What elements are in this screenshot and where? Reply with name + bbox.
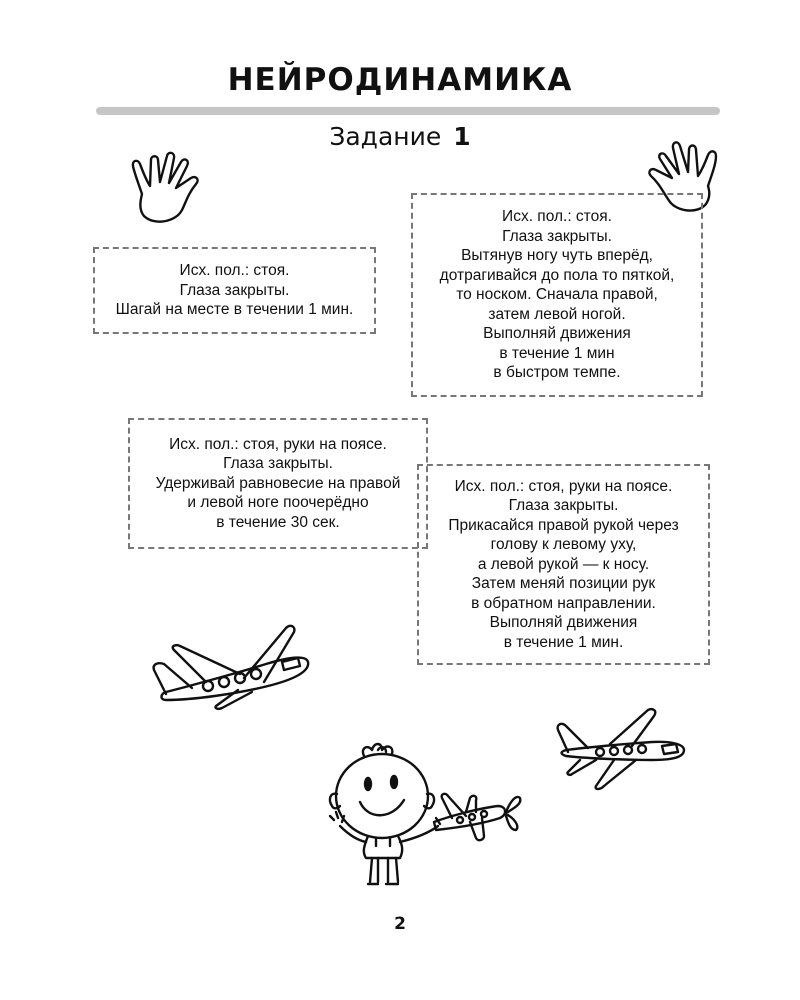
task-text-line: Удерживай равновесие на правой [155, 474, 401, 492]
task-text-line: в обратном направлении. [471, 594, 656, 612]
task-box-1 [93, 247, 376, 334]
task-text-line: в течение 30 сек. [216, 513, 340, 531]
task-text-line: Исх. пол.: стоя, руки на поясе. [454, 477, 673, 495]
task-text-line: в течение 1 мин [499, 344, 615, 362]
page-title: НЕЙРОДИНАМИКА [227, 62, 573, 98]
task-text-line: то носком. Сначала правой, [456, 286, 658, 304]
task-box-3 [128, 418, 428, 549]
task-text-line: Исх. пол.: стоя. [502, 208, 612, 226]
task-text-line: Исх. пол.: стоя, руки на поясе. [169, 435, 387, 453]
task-box-2 [411, 193, 703, 397]
task-text-line: Выполняй движения [489, 614, 638, 632]
task-text-line: дотрагивайся до пола то пяткой, [439, 266, 675, 284]
task-text-line: Вытянув ногу чуть вперёд, [461, 247, 653, 265]
task-text-line: Исх. пол.: стоя. [179, 262, 290, 280]
task-text-line: затем левой ногой. [488, 305, 626, 323]
task-box-4 [417, 464, 710, 665]
task-text-line: Затем меняй позиции рук [471, 575, 656, 593]
task-text-line: в быстром темпе. [493, 364, 621, 382]
task-text-line: Глаза закрыты. [502, 227, 612, 245]
page-number: 2 [394, 914, 406, 934]
task-text-line: Глаза закрыты. [223, 455, 333, 473]
left-hand-icon [128, 150, 220, 230]
title-underline-bar [96, 107, 720, 115]
small-airplane-icon [552, 708, 688, 790]
task-label: Задание [329, 122, 442, 151]
task-text-line: в течение 1 мин. [503, 633, 624, 651]
task-text-line: Глаза закрыты. [179, 281, 290, 299]
task-text-line: а левой рукой — к носу. [477, 555, 650, 573]
task-number: 1 [453, 122, 471, 151]
child-with-toy-plane-icon [320, 742, 526, 898]
task-text-line: и левой ноге поочерёдно [187, 494, 369, 512]
task-text-line: голову к левому уху, [490, 536, 637, 554]
task-text-line: Шагай на месте в течении 1 мин. [115, 301, 354, 319]
task-text-line: Глаза закрыты. [508, 497, 619, 515]
task-text-line: Прикасайся правой рукой через [448, 516, 679, 534]
large-airplane-icon [148, 616, 314, 708]
task-text-line: Выполняй движения [483, 325, 631, 343]
